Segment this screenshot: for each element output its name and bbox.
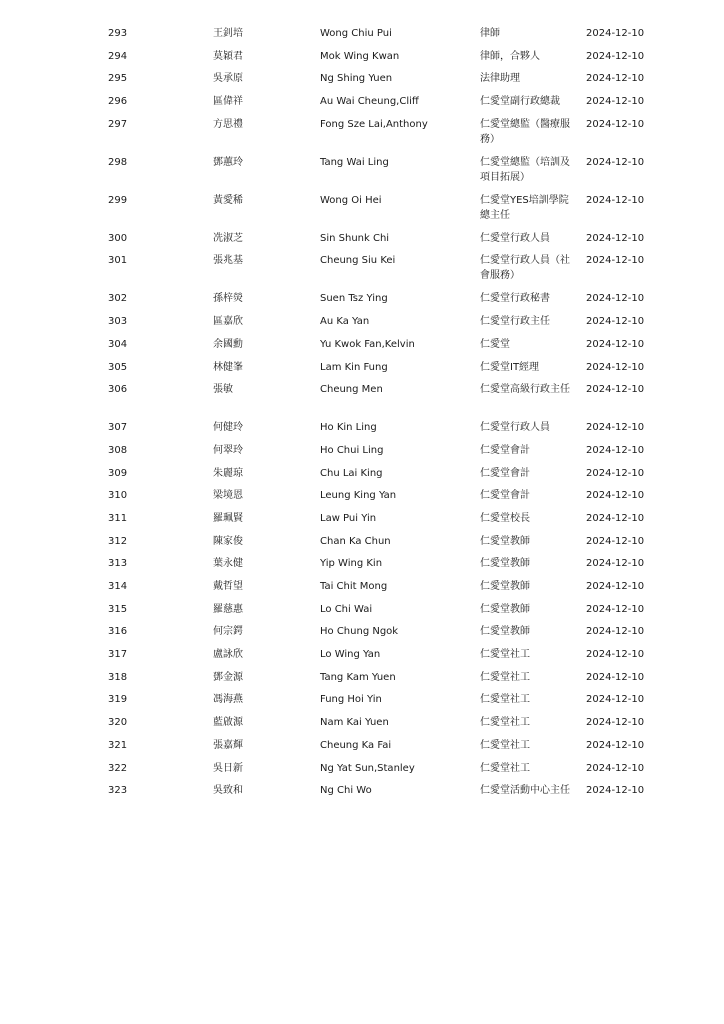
chinese-name: 何宗鍔 bbox=[213, 626, 243, 638]
english-name: Sin Shunk Chi bbox=[320, 232, 390, 244]
english-name: Lo Wing Yan bbox=[320, 649, 381, 661]
position-title: 仁愛堂社工 bbox=[480, 762, 530, 774]
position-title: 仁愛堂社工 bbox=[480, 694, 530, 706]
row-number: 298 bbox=[108, 156, 128, 168]
row-number: 312 bbox=[108, 535, 128, 547]
position-title: 仁愛堂教師 bbox=[480, 603, 530, 615]
table-row bbox=[0, 556, 724, 579]
english-name: Cheung Men bbox=[320, 384, 383, 396]
chinese-name: 黃愛稀 bbox=[213, 194, 243, 206]
table-row bbox=[0, 624, 724, 647]
row-number: 319 bbox=[108, 694, 128, 706]
table-row bbox=[0, 253, 724, 291]
chinese-name: 方思禮 bbox=[213, 118, 243, 130]
table-row bbox=[0, 94, 724, 117]
table-row bbox=[0, 534, 724, 557]
chinese-name: 葉永健 bbox=[213, 558, 243, 570]
row-number: 293 bbox=[108, 28, 128, 39]
position-title: 仁愛堂會計 bbox=[480, 444, 530, 456]
date: 2024-12-10 bbox=[586, 384, 645, 396]
date: 2024-12-10 bbox=[586, 316, 645, 328]
chinese-name: 鄧金源 bbox=[213, 671, 243, 683]
chinese-name: 吳承原 bbox=[213, 73, 243, 85]
row-number: 315 bbox=[108, 603, 128, 615]
position-title: 仁愛堂YES培訓學院總主任 bbox=[480, 194, 569, 221]
table-row bbox=[0, 670, 724, 693]
english-name: Cheung Ka Fai bbox=[320, 739, 392, 751]
table-row bbox=[0, 337, 724, 360]
chinese-name: 羅慈惠 bbox=[213, 603, 243, 615]
position-title: 仁愛堂 bbox=[480, 338, 510, 350]
table-row bbox=[0, 49, 724, 72]
date: 2024-12-10 bbox=[586, 232, 645, 244]
english-name: Ho Chui Ling bbox=[320, 444, 384, 456]
chinese-name: 張兆基 bbox=[213, 255, 243, 267]
date: 2024-12-10 bbox=[586, 28, 645, 39]
chinese-name: 吳致和 bbox=[213, 785, 243, 797]
table-row bbox=[0, 488, 724, 511]
chinese-name: 藍啟源 bbox=[213, 717, 243, 729]
date: 2024-12-10 bbox=[586, 762, 645, 774]
chinese-name: 區偉祥 bbox=[213, 96, 243, 108]
row-number: 302 bbox=[108, 293, 128, 305]
date: 2024-12-10 bbox=[586, 739, 645, 751]
english-name: Lam Kin Fung bbox=[320, 361, 388, 373]
date: 2024-12-10 bbox=[586, 649, 645, 661]
row-number: 303 bbox=[108, 316, 128, 328]
date: 2024-12-10 bbox=[586, 603, 645, 615]
position-title: 仁愛堂教師 bbox=[480, 535, 530, 547]
table-row bbox=[0, 783, 724, 821]
position-title: 仁愛堂社工 bbox=[480, 649, 530, 661]
row-number: 301 bbox=[108, 255, 128, 267]
row-number: 296 bbox=[108, 96, 128, 108]
chinese-name: 冼淑芝 bbox=[213, 232, 243, 244]
table-row bbox=[0, 738, 724, 761]
chinese-name: 何健玲 bbox=[213, 422, 243, 434]
position-title: 仁愛堂IT經理 bbox=[480, 361, 540, 373]
position-title: 仁愛堂行政人員（社會服務） bbox=[480, 255, 570, 282]
position-title: 仁愛堂會計 bbox=[480, 490, 530, 502]
english-name: Ng Yat Sun,Stanley bbox=[320, 762, 415, 774]
english-name: Chu Lai King bbox=[320, 467, 383, 479]
date: 2024-12-10 bbox=[586, 626, 645, 638]
position-title: 仁愛堂行政秘書 bbox=[480, 293, 550, 305]
date: 2024-12-10 bbox=[586, 490, 645, 502]
date: 2024-12-10 bbox=[586, 118, 645, 130]
chinese-name: 王釗培 bbox=[213, 28, 243, 39]
english-name: Tai Chit Mong bbox=[320, 581, 388, 592]
english-name: Au Ka Yan bbox=[320, 316, 370, 328]
chinese-name: 吳日新 bbox=[213, 762, 243, 774]
position-title: 律師，合夥人 bbox=[480, 50, 540, 62]
chinese-name: 陳家俊 bbox=[213, 535, 243, 547]
chinese-name: 朱麗琼 bbox=[213, 467, 243, 479]
table-row bbox=[0, 420, 724, 443]
date: 2024-12-10 bbox=[586, 444, 645, 456]
table-row bbox=[0, 117, 724, 155]
row-number: 323 bbox=[108, 785, 128, 797]
position-title: 仁愛堂教師 bbox=[480, 626, 530, 638]
row-number: 308 bbox=[108, 444, 128, 456]
row-number: 317 bbox=[108, 649, 128, 661]
position-title: 律師 bbox=[480, 28, 500, 39]
english-name: Yu Kwok Fan,Kelvin bbox=[320, 338, 415, 350]
table-row bbox=[0, 231, 724, 254]
chinese-name: 梁境恩 bbox=[213, 490, 243, 502]
name-list-table bbox=[0, 26, 724, 821]
table-row bbox=[0, 193, 724, 231]
date: 2024-12-10 bbox=[586, 694, 645, 706]
english-name: Au Wai Cheung,Cliff bbox=[320, 96, 419, 108]
table-row bbox=[0, 692, 724, 715]
date: 2024-12-10 bbox=[586, 293, 645, 305]
table-row bbox=[0, 155, 724, 193]
position-title: 仁愛堂教師 bbox=[480, 558, 530, 570]
english-name: Lo Chi Wai bbox=[320, 603, 373, 615]
row-number: 309 bbox=[108, 467, 128, 479]
english-name: Ng Shing Yuen bbox=[320, 73, 393, 85]
position-title: 仁愛堂總監（培訓及項目拓展） bbox=[480, 156, 570, 183]
english-name: Chan Ka Chun bbox=[320, 535, 391, 547]
date: 2024-12-10 bbox=[586, 50, 645, 62]
row-number: 321 bbox=[108, 739, 128, 751]
english-name: Tang Wai Ling bbox=[320, 156, 389, 168]
english-name: Leung King Yan bbox=[320, 490, 397, 502]
date: 2024-12-10 bbox=[586, 338, 645, 350]
date: 2024-12-10 bbox=[586, 558, 645, 570]
position-title: 仁愛堂社工 bbox=[480, 671, 530, 683]
chinese-name: 林健峯 bbox=[213, 361, 243, 373]
table-row bbox=[0, 761, 724, 784]
row-number: 318 bbox=[108, 671, 128, 683]
date: 2024-12-10 bbox=[586, 96, 645, 108]
row-number: 307 bbox=[108, 422, 128, 434]
date: 2024-12-10 bbox=[586, 156, 645, 168]
chinese-name: 莫穎君 bbox=[213, 50, 243, 62]
date: 2024-12-10 bbox=[586, 361, 645, 373]
table-row bbox=[0, 71, 724, 94]
row-number: 295 bbox=[108, 73, 128, 85]
row-number: 313 bbox=[108, 558, 128, 570]
english-name: Suen Tsz Ying bbox=[320, 293, 388, 305]
row-number: 310 bbox=[108, 490, 128, 502]
position-title: 仁愛堂行政人員 bbox=[480, 422, 550, 434]
position-title: 仁愛堂高級行政主任 bbox=[480, 384, 570, 396]
row-number: 300 bbox=[108, 232, 128, 244]
row-number: 314 bbox=[108, 581, 128, 592]
table-row bbox=[0, 466, 724, 489]
chinese-name: 羅珮賢 bbox=[213, 512, 243, 524]
table-row bbox=[0, 26, 724, 49]
english-name: Fung Hoi Yin bbox=[320, 694, 382, 706]
date: 2024-12-10 bbox=[586, 581, 645, 592]
table-row bbox=[0, 382, 724, 420]
row-number: 297 bbox=[108, 118, 128, 130]
position-title: 仁愛堂會計 bbox=[480, 467, 530, 479]
position-title: 仁愛堂副行政總裁 bbox=[480, 96, 560, 108]
row-number: 316 bbox=[108, 626, 128, 638]
date: 2024-12-10 bbox=[586, 255, 645, 267]
english-name: Ng Chi Wo bbox=[320, 785, 372, 797]
chinese-name: 孫梓熒 bbox=[213, 293, 243, 305]
table-row bbox=[0, 291, 724, 314]
english-name: Nam Kai Yuen bbox=[320, 717, 389, 729]
date: 2024-12-10 bbox=[586, 422, 645, 434]
chinese-name: 何翠玲 bbox=[213, 444, 243, 456]
position-title: 仁愛堂校長 bbox=[480, 512, 530, 524]
chinese-name: 張嘉輝 bbox=[213, 739, 243, 751]
table-row bbox=[0, 360, 724, 383]
english-name: Ho Chung Ngok bbox=[320, 626, 399, 638]
chinese-name: 馮海燕 bbox=[213, 694, 243, 706]
english-name: Yip Wing Kin bbox=[320, 558, 383, 570]
english-name: Mok Wing Kwan bbox=[320, 50, 400, 62]
date: 2024-12-10 bbox=[586, 194, 645, 206]
position-title: 仁愛堂總監（醫療服務） bbox=[480, 118, 570, 145]
date: 2024-12-10 bbox=[586, 535, 645, 547]
position-title: 仁愛堂行政人員 bbox=[480, 232, 550, 244]
date: 2024-12-10 bbox=[586, 512, 645, 524]
date: 2024-12-10 bbox=[586, 785, 645, 797]
chinese-name: 鄧蕙玲 bbox=[213, 156, 243, 168]
date: 2024-12-10 bbox=[586, 671, 645, 683]
chinese-name: 戴哲望 bbox=[213, 581, 243, 592]
chinese-name: 余國勳 bbox=[213, 338, 243, 350]
position-title: 仁愛堂活動中心主任 bbox=[480, 785, 570, 797]
english-name: Law Pui Yin bbox=[320, 512, 377, 524]
chinese-name: 盧詠欣 bbox=[213, 649, 243, 661]
position-title: 仁愛堂社工 bbox=[480, 739, 530, 751]
row-number: 299 bbox=[108, 194, 128, 206]
date: 2024-12-10 bbox=[586, 467, 645, 479]
row-number: 311 bbox=[108, 512, 128, 524]
english-name: Fong Sze Lai,Anthony bbox=[320, 118, 428, 130]
table-row bbox=[0, 647, 724, 670]
row-number: 322 bbox=[108, 762, 128, 774]
table-row bbox=[0, 314, 724, 337]
position-title: 仁愛堂行政主任 bbox=[480, 316, 550, 328]
table-row bbox=[0, 579, 724, 602]
chinese-name: 區嘉欣 bbox=[213, 316, 243, 328]
english-name: Tang Kam Yuen bbox=[320, 671, 396, 683]
english-name: Wong Oi Hei bbox=[320, 194, 382, 206]
row-number: 305 bbox=[108, 361, 128, 373]
row-number: 294 bbox=[108, 50, 128, 62]
position-title: 仁愛堂社工 bbox=[480, 717, 530, 729]
table-row bbox=[0, 443, 724, 466]
position-title: 仁愛堂教師 bbox=[480, 581, 530, 592]
row-number: 306 bbox=[108, 384, 128, 396]
chinese-name: 張敏 bbox=[213, 384, 233, 396]
row-number: 320 bbox=[108, 717, 128, 729]
table-row bbox=[0, 715, 724, 738]
date: 2024-12-10 bbox=[586, 73, 645, 85]
english-name: Ho Kin Ling bbox=[320, 422, 377, 434]
date: 2024-12-10 bbox=[586, 717, 645, 729]
row-number: 304 bbox=[108, 338, 128, 350]
position-title: 法律助理 bbox=[480, 73, 520, 85]
english-name: Cheung Siu Kei bbox=[320, 255, 396, 267]
table-row bbox=[0, 602, 724, 625]
english-name: Wong Chiu Pui bbox=[320, 28, 392, 39]
table-row bbox=[0, 511, 724, 534]
